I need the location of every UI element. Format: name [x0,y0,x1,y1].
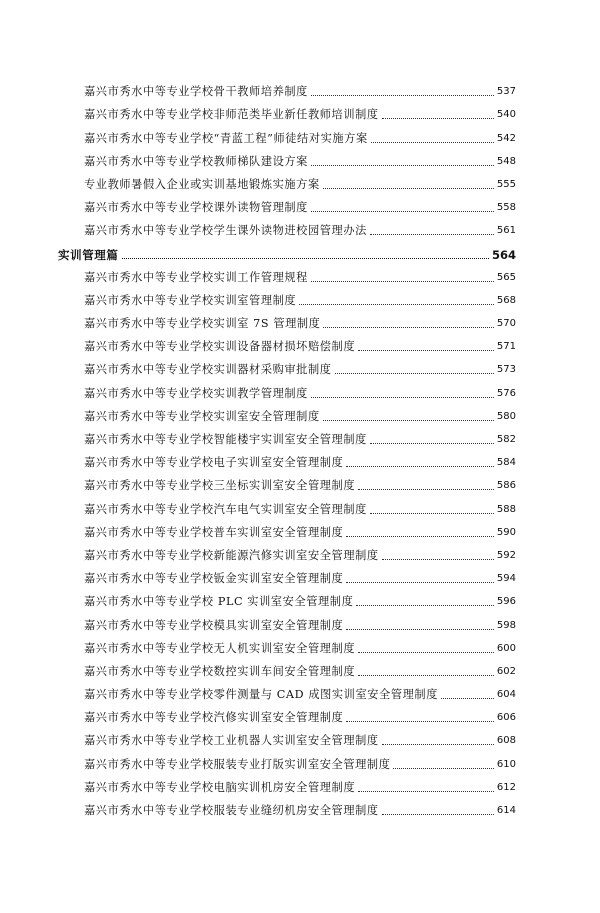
dot-leader [358,791,494,792]
dot-leader [356,605,494,606]
toc-section-heading[interactable] [58,238,516,261]
dot-leader [122,258,489,259]
toc-entry[interactable] [58,517,516,540]
toc-entry[interactable] [58,76,516,99]
entry-title: 嘉兴市秀水中等专业学校学生课外读物进校园管理办法 [84,224,367,238]
page-number: 594 [496,573,516,585]
dot-leader [370,513,494,514]
toc-entry[interactable] [58,586,516,609]
dot-leader [311,281,494,282]
entry-title: 嘉兴市秀水中等专业学校实训教学管理制度 [84,386,308,400]
dot-leader [323,327,493,328]
entry-title: 嘉兴市秀水中等专业学校汽修实训室安全管理制度 [84,711,344,725]
toc-entry[interactable] [58,447,516,470]
dot-leader [311,95,494,96]
entry-title: 嘉兴市秀水中等专业学校课外读物管理制度 [84,201,308,215]
toc-entry[interactable] [58,377,516,400]
entry-title: 嘉兴市秀水中等专业学校非师范类毕业新任教师培训制度 [84,108,379,122]
entry-title: 嘉兴市秀水中等专业学校实训室管理制度 [84,293,297,307]
page-number: 573 [496,364,516,376]
toc-entry[interactable] [58,493,516,516]
page-number: 558 [496,202,516,214]
dot-leader [358,652,494,653]
dot-leader [358,350,494,351]
entry-title: 嘉兴市秀水中等专业学校实训设备器材损坏赔偿制度 [84,340,356,354]
page-number: 540 [496,109,516,121]
toc-entry[interactable] [58,633,516,656]
entry-title: 嘉兴市秀水中等专业学校服装专业缝纫机房安全管理制度 [84,804,379,817]
page-number: 602 [496,665,516,677]
page-number: 606 [496,712,516,724]
page-number: 604 [496,689,516,701]
entry-title: 嘉兴市秀水中等专业学校三坐标实训室安全管理制度 [84,479,356,493]
toc-entry[interactable] [58,215,516,238]
toc-entry[interactable] [58,424,516,447]
dot-leader [370,443,494,444]
dot-leader [311,211,494,212]
page-number: 571 [496,341,516,353]
entry-title: 嘉兴市秀水中等专业学校钣金实训室安全管理制度 [84,572,344,586]
toc-entry[interactable] [58,748,516,771]
dot-leader [393,768,493,769]
dot-leader [323,188,494,189]
entry-title: 专业教师暑假入企业或实训基地锻炼实施方案 [84,177,320,191]
section-title: 实训管理篇 [58,247,119,262]
page-number: 582 [496,434,516,445]
toc-entry[interactable] [58,99,516,122]
toc-entry[interactable] [58,308,516,331]
toc-entry[interactable] [58,169,516,192]
page-number: 548 [496,155,516,167]
page-number: 600 [496,642,516,654]
dot-leader [346,536,494,537]
page-number: 576 [496,387,516,399]
dot-leader [370,234,494,235]
toc-entry[interactable] [58,470,516,493]
toc-entry[interactable] [58,702,516,725]
entry-title: 嘉兴市秀水中等专业学校智能楼宇实训室安全管理制度 [84,433,367,446]
toc-entry[interactable] [58,656,516,679]
toc-entry[interactable] [58,401,516,424]
entry-title: 嘉兴市秀水中等专业学校新能源汽修实训室安全管理制度 [84,548,379,562]
entry-title: 嘉兴市秀水中等专业学校骨干教师培养制度 [84,85,308,99]
table-of-contents [58,76,516,818]
toc-entry[interactable] [58,262,516,285]
dot-leader [382,814,494,815]
page-number: 555 [496,178,516,190]
dot-leader [346,629,494,630]
dot-leader [346,466,494,467]
entry-title: 嘉兴市秀水中等专业学校数控实训车间安全管理制度 [84,664,356,678]
page-number: 588 [496,503,516,515]
entry-title: 嘉兴市秀水中等专业学校模具实训室安全管理制度 [84,618,344,632]
entry-title: 嘉兴市秀水中等专业学校汽车电气实训室安全管理制度 [84,502,367,516]
entry-title: 嘉兴市秀水中等专业学校实训工作管理规程 [84,270,308,284]
toc-entry[interactable] [58,609,516,632]
toc-entry[interactable] [58,192,516,215]
toc-entry[interactable] [58,725,516,748]
entry-title: 嘉兴市秀水中等专业学校“青蓝工程”师徒结对实施方案 [84,131,368,145]
page-number: 564 [491,247,516,262]
page-number: 586 [496,480,516,492]
dot-leader [358,675,494,676]
page-number: 580 [496,410,516,422]
dot-leader [323,420,494,421]
toc-entry[interactable] [58,285,516,308]
dot-leader [311,165,494,166]
page-number: 570 [496,318,516,330]
dot-leader [382,118,494,119]
page-number: 592 [496,549,516,561]
page-number: 590 [496,526,516,538]
dot-leader [299,304,494,305]
entry-title: 嘉兴市秀水中等专业学校无人机实训室安全管理制度 [84,641,356,655]
toc-entry[interactable] [58,772,516,795]
page-number: 565 [496,271,516,283]
entry-title: 嘉兴市秀水中等专业学校普车实训室安全管理制度 [84,525,344,539]
page-number: 612 [496,781,516,793]
toc-entry[interactable] [58,540,516,563]
entry-title: 嘉兴市秀水中等专业学校电脑实训机房安全管理制度 [84,780,356,794]
page-number: 542 [496,132,516,144]
entry-title: 嘉兴市秀水中等专业学校工业机器人实训室安全管理制度 [84,734,379,748]
page-number: 614 [496,805,516,816]
entry-title: 嘉兴市秀水中等专业学校 PLC 实训室安全管理制度 [84,595,354,609]
entry-title: 嘉兴市秀水中等专业学校教师梯队建设方案 [84,154,308,168]
dot-leader [311,397,494,398]
toc-entry[interactable] [58,795,516,818]
entry-title: 嘉兴市秀水中等专业学校零件测量与 CAD 成图实训室安全管理制度 [84,688,438,702]
toc-entry[interactable] [58,122,516,145]
toc-entry[interactable] [58,331,516,354]
entry-title: 嘉兴市秀水中等专业学校电子实训室安全管理制度 [84,456,344,470]
toc-entry[interactable] [58,146,516,169]
page-number: 608 [496,735,516,747]
toc-entry[interactable] [58,354,516,377]
dot-leader [441,698,494,699]
dot-leader [335,373,494,374]
entry-title: 嘉兴市秀水中等专业学校实训器材采购审批制度 [84,363,332,377]
toc-entry[interactable] [58,679,516,702]
page-number: 568 [496,294,516,306]
dot-leader [346,721,494,722]
dot-leader [382,744,494,745]
page-number: 537 [496,86,516,98]
page-number: 598 [496,619,516,631]
dot-leader [371,142,494,143]
dot-leader [382,559,494,560]
entry-title: 嘉兴市秀水中等专业学校实训室 7S 管理制度 [84,317,321,331]
page-number: 596 [496,596,516,608]
dot-leader [358,489,494,490]
page-number: 561 [496,225,516,237]
entry-title: 嘉兴市秀水中等专业学校实训室安全管理制度 [84,409,320,423]
page-number: 584 [496,457,516,469]
toc-entry[interactable] [58,563,516,586]
entry-title: 嘉兴市秀水中等专业学校服装专业打版实训室安全管理制度 [84,757,391,771]
dot-leader [346,582,494,583]
page-number: 610 [496,758,516,770]
